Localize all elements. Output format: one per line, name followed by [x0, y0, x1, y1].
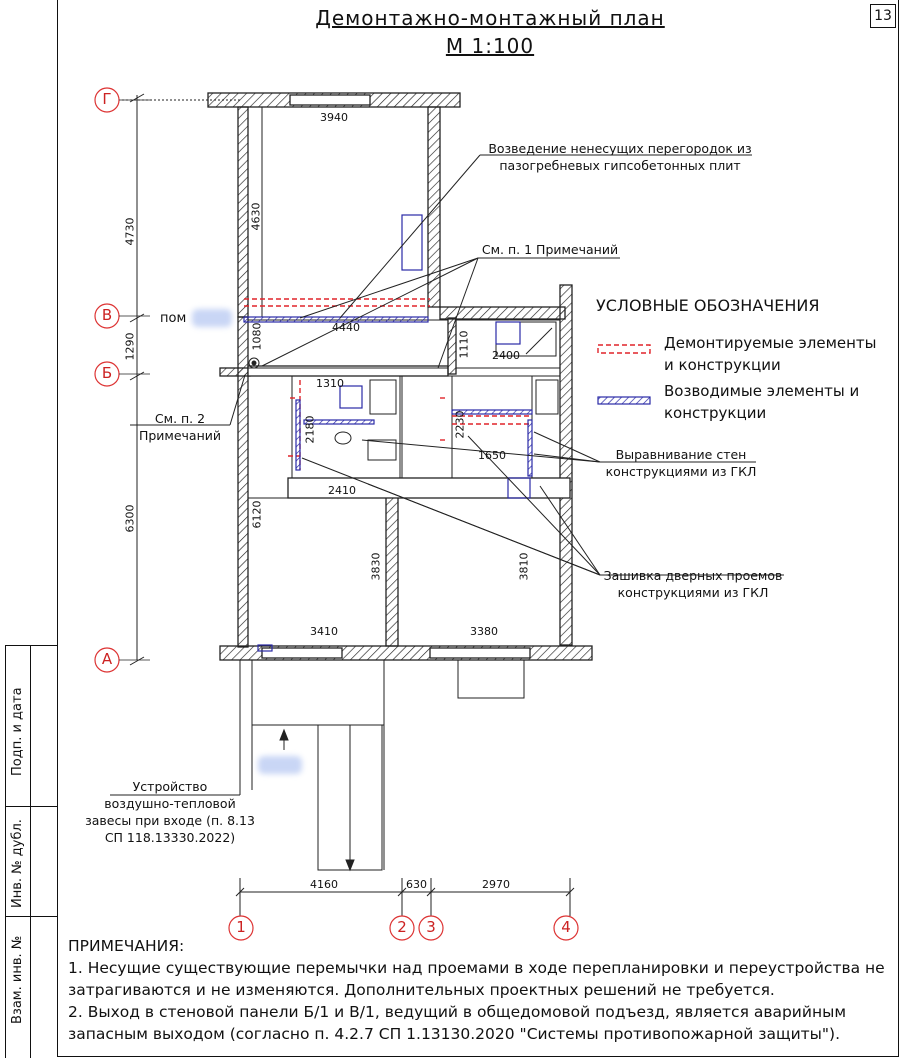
legend-demolished: Демонтируемые элементы и конструкции — [664, 334, 877, 374]
axis-label-v: В — [101, 306, 113, 324]
axis-label-a: А — [101, 650, 113, 668]
axis-label-1: 1 — [236, 918, 246, 936]
legend-title: УСЛОВНЫЕ ОБОЗНАЧЕНИЯ — [596, 296, 820, 315]
dim-hall-width: 2410 — [328, 484, 356, 497]
annotation-air-curtain: Устройство воздушно-тепловой завесы при входе (п. 8.13 СП 118.13330.2022) — [85, 779, 255, 845]
dim-top-height: 4630 — [249, 202, 263, 231]
annotation-gkl-walls: Выравнивание стен конструкциями из ГКЛ — [605, 447, 757, 479]
dim-mid-height: 3830 — [369, 552, 383, 581]
dim-left-bottom-width: 3410 — [310, 625, 338, 638]
page-number: 13 — [870, 4, 896, 28]
bottom-dimension-chain — [236, 878, 574, 916]
dim-bath-height: 2230 — [453, 410, 467, 439]
dim-kitchen-width: 2400 — [492, 349, 520, 362]
legend-swatches — [598, 345, 650, 404]
note-line-2: затрагиваются и не изменяются. Дополнительных проектных решений не требуется. — [68, 981, 775, 999]
dim-wc-width: 1310 — [316, 377, 344, 390]
demolished-elements — [244, 299, 530, 470]
redacted-label — [258, 756, 302, 774]
note-line-1: 1. Несущие существующие перемычки над проемами в ходе перепланировки и переустройства не — [68, 959, 885, 977]
stamp-signature-date: Подп. и дата — [10, 687, 25, 776]
annotation-note2-ref: См. п. 2 Примечаний — [138, 411, 222, 443]
dim-bottom-2970: 2970 — [482, 878, 510, 891]
note-line-3: 2. Выход в стеновой панели Б/1 и В/1, ведущий в общедомовой подъезд, является аварийным — [68, 1003, 847, 1021]
dim-left-1290: 1290 — [123, 332, 137, 361]
dim-bottom-4160: 4160 — [310, 878, 338, 891]
stamp-duplicate-inv: Инв. № дубл. — [10, 819, 25, 908]
stamp-replace-inv: Взам. инв. № — [10, 935, 25, 1024]
axis-label-g: Г — [102, 90, 112, 108]
legend-constructed: Возводимые элементы и конструкции — [664, 382, 860, 422]
annotation-note1-ref: См. п. 1 Примечаний — [481, 242, 619, 257]
axis-label-2: 2 — [397, 918, 407, 936]
axis-label-3: 3 — [426, 918, 436, 936]
dim-corridor-width: 4440 — [332, 321, 360, 334]
annotation-partitions: Возведение ненесущих перегородок из пазогребневых гипсобетонных плит — [488, 141, 752, 173]
dim-left-room-height: 6120 — [250, 500, 264, 529]
room-label: пом — [160, 311, 187, 326]
dim-right-height: 3810 — [517, 552, 531, 581]
notes-heading: ПРИМЕЧАНИЯ: — [68, 937, 185, 955]
scale-label: М 1:100 — [445, 34, 535, 58]
notes-block — [68, 935, 885, 1045]
axis-label-4: 4 — [561, 918, 571, 936]
left-dimension-chain — [122, 94, 240, 665]
dim-bath-width: 1650 — [478, 449, 506, 462]
dim-right-bottom-width: 3380 — [470, 625, 498, 638]
dim-corridor-height: 1080 — [250, 322, 264, 351]
dim-wc-height: 2180 — [303, 415, 317, 444]
dim-top-width: 3940 — [320, 111, 348, 124]
dim-bottom-630: 630 — [406, 878, 427, 891]
annotation-doors: Зашивка дверных проемов конструкциями из ГКЛ — [603, 568, 783, 600]
axis-label-b: Б — [101, 364, 113, 382]
redacted-room-number — [192, 309, 232, 327]
note-line-4: запасным выходом (согласно п. 4.2.7 СП 1.13130.2020 "Системы противопожарной защиты"). — [68, 1025, 841, 1043]
dim-left-4730: 4730 — [123, 217, 137, 246]
page-title: Демонтажно-монтажный план — [315, 6, 665, 30]
dim-left-6300: 6300 — [123, 504, 137, 533]
dim-kitchen-height: 1110 — [457, 330, 471, 359]
